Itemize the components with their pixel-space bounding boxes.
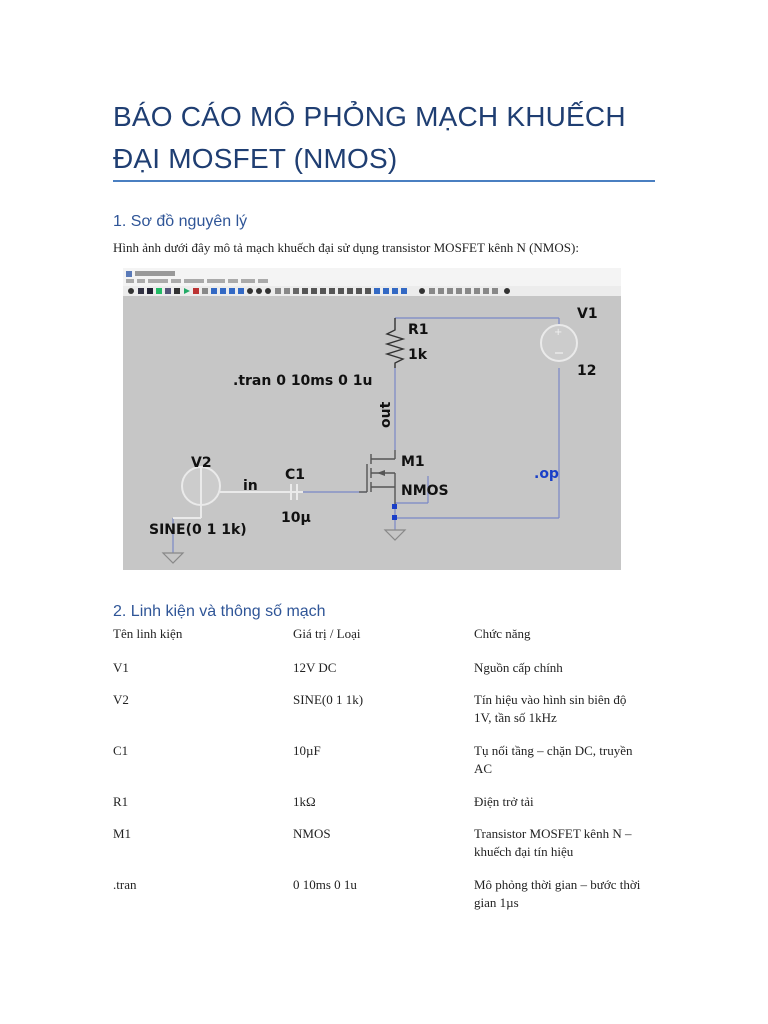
in-net-label: in	[243, 478, 258, 494]
table-cell: Tín hiệu vào hình sin biên độ 1V, tần số 1kHz	[474, 692, 627, 725]
m1-mosfet-symbol	[359, 450, 395, 508]
ground-symbol-m1	[385, 530, 405, 540]
tran-directive: .tran 0 10ms 0 1u	[233, 373, 373, 389]
r1-resistor-symbol	[387, 318, 403, 368]
v1-name-label: V1	[577, 306, 598, 322]
table-cell: 0 10ms 0 1u	[293, 877, 357, 892]
ground-symbol-v2	[163, 553, 183, 563]
title-rule	[113, 180, 655, 182]
table-cell: V1	[113, 660, 129, 675]
table-cell: R1	[113, 794, 129, 809]
app-title-text	[135, 271, 175, 276]
table-header-cell: Chức năng	[474, 626, 531, 641]
r1-name-label: R1	[408, 322, 429, 338]
table-cell: NMOS	[293, 826, 331, 841]
table-cell: Transistor MOSFET kênh N – khuếch đại tín hiệu	[474, 826, 632, 859]
table-header-cell: Tên linh kiện	[113, 626, 183, 641]
v1-plus-sign: +	[554, 327, 563, 338]
app-logo-icon	[126, 271, 132, 277]
m1-model-label: NMOS	[401, 483, 449, 499]
v2-name-label: V2	[191, 455, 212, 471]
table-cell: Tụ nối tầng – chặn DC, truyền AC	[474, 743, 633, 776]
schematic-svg	[123, 268, 621, 570]
schematic-wires	[173, 318, 559, 553]
table-cell: Mô phỏng thời gian – bước thời gian 1µs	[474, 877, 641, 910]
section-1-intro: Hình ảnh dưới đây mô tả mạch khuếch đại sử dụng transistor MOSFET kênh N (NMOS):	[113, 240, 579, 255]
m1-source-node	[392, 504, 397, 509]
table-cell: Nguồn cấp chính	[474, 660, 563, 675]
m1-arrow	[377, 470, 385, 476]
table-cell: SINE(0 1 1k)	[293, 692, 364, 707]
op-directive: .op	[534, 466, 559, 482]
c1-name-label: C1	[285, 467, 306, 483]
table-cell: V2	[113, 692, 129, 707]
table-cell: 12V DC	[293, 660, 337, 675]
table-cell: 10µF	[293, 743, 321, 758]
out-net-label: out	[378, 401, 394, 428]
app-title-bar	[123, 268, 621, 286]
table-header-cell: Giá trị / Loại	[293, 626, 361, 641]
page-title: BÁO CÁO MÔ PHỎNG MẠCH KHUẾCH ĐẠI MOSFET (NMOS)	[113, 101, 626, 174]
section-2-heading: 2. Linh kiện và thông số mạch	[113, 603, 326, 620]
section-1-heading: 1. Sơ đồ nguyên lý	[113, 213, 248, 230]
table-cell: M1	[113, 826, 132, 841]
schematic-screenshot	[123, 268, 621, 570]
m1-name-label: M1	[401, 454, 425, 470]
v2-value-label: SINE(0 1 1k)	[149, 522, 247, 538]
table-cell: Điện trở tải	[474, 794, 534, 809]
table-cell: .tran	[113, 877, 137, 892]
m1-bulk-node	[392, 515, 397, 520]
table-cell: 1kΩ	[293, 794, 316, 809]
r1-value-label: 1k	[408, 347, 428, 363]
v1-value-label: 12	[577, 363, 597, 379]
table-cell: C1	[113, 743, 129, 758]
c1-value-label: 10µ	[281, 510, 311, 526]
